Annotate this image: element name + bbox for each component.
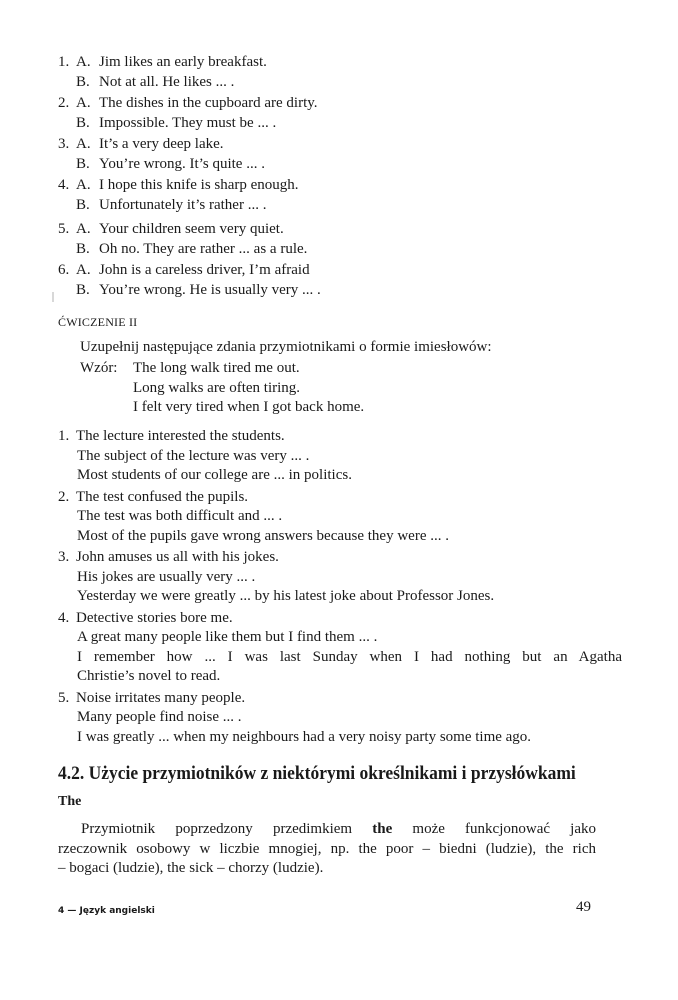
speaker-b: B. — [76, 155, 90, 172]
item-number: 2. — [58, 95, 70, 111]
speaker-a: A. — [76, 54, 91, 70]
dialogue-item — [58, 53, 618, 92]
exercise-prompt: Noise irritates many people. — [76, 689, 246, 706]
paragraph-text: może funkcjonować jako — [392, 821, 596, 837]
line-a: I hope this knife is sharp enough. — [99, 177, 299, 193]
exercise-line: The test was both difficult and ... . — [77, 508, 283, 524]
line-b: Impossible. They must be ... . — [99, 114, 277, 131]
exercise-item — [58, 609, 628, 687]
bold-term: the — [372, 821, 393, 837]
item-number: 4. — [58, 177, 70, 193]
exercise-line: Christie’s novel to read. — [77, 668, 221, 684]
speaker-a: A. — [76, 136, 91, 152]
speaker-a: A. — [76, 221, 91, 237]
paragraph-text: Przymiotnik poprzedzony przedimkiem — [81, 821, 373, 837]
page-number: 49 — [576, 899, 591, 915]
example-label: Wzór: — [80, 360, 118, 376]
item-number: 1. — [58, 54, 70, 70]
exercise-line: His jokes are usually very ... . — [77, 568, 256, 585]
line-a: Jim likes an early breakfast. — [99, 54, 267, 70]
subsection-heading: The — [58, 794, 82, 809]
line-a: It’s a very deep lake. — [99, 136, 224, 152]
line-b: Oh no. They are rather ... as a rule. — [99, 240, 308, 257]
exercise-line: I was greatly ... when my neighbours had a very noisy party some time ago. — [77, 728, 532, 745]
exercise-line: Most students of our college are ... in politics. — [77, 467, 352, 483]
exercise-title: ĆWICZENIE II — [58, 315, 138, 329]
exercise-line: Yesterday we were greatly ... by his latest joke about Professor Jones. — [77, 588, 495, 604]
speaker-b: B. — [76, 281, 90, 298]
item-number: 3. — [58, 549, 70, 565]
item-number: 2. — [58, 488, 70, 505]
speaker-a: A. — [76, 95, 91, 111]
exercise-item — [58, 548, 628, 607]
paragraph-line: – bogaci (ludzie), the sick – chorzy (ludzie). — [58, 860, 324, 876]
exercise-line: Many people find noise ... . — [77, 709, 242, 725]
item-number: 5. — [58, 689, 70, 706]
exercise-item — [58, 689, 628, 748]
speaker-b: B. — [76, 196, 90, 213]
dialogue-item — [58, 220, 618, 259]
exercise-instruction: Uzupełnij następujące zdania przymiotnikami o formie imiesłowów: — [80, 339, 492, 355]
section-heading: 4.2. Użycie przymiotników z niektórymi określnikami i przysłówkami — [58, 763, 576, 784]
exercise-line: I remember how ... I was last Sunday when I had nothing but an Agatha — [77, 648, 622, 665]
paragraph-line: rzeczownik osobowy w liczbie mnogiej, np. the poor – biedni (ludzie), the rich — [58, 840, 596, 857]
line-b: You’re wrong. It’s quite ... . — [99, 155, 265, 172]
dialogue-item — [58, 261, 618, 300]
dialogue-item — [58, 94, 618, 133]
exercise-line: Most of the pupils gave wrong answers because they were ... . — [77, 527, 449, 544]
speaker-b: B. — [76, 73, 90, 90]
exercise-prompt: Detective stories bore me. — [76, 609, 233, 626]
line-b: Unfortunately it’s rather ... . — [99, 196, 267, 213]
dialogue-list — [58, 53, 618, 302]
line-a: Your children seem very quiet. — [99, 221, 284, 237]
exercise-prompt: John amuses us all with his jokes. — [76, 549, 279, 565]
item-number: 3. — [58, 136, 70, 152]
exercise-item — [58, 488, 628, 547]
line-a: The dishes in the cupboard are dirty. — [99, 95, 318, 111]
exercise-prompt: The lecture interested the students. — [76, 428, 285, 444]
speaker-a: A. — [76, 262, 91, 278]
item-number: 4. — [58, 609, 70, 626]
speaker-b: B. — [76, 114, 90, 131]
body-paragraph — [58, 820, 596, 879]
example-line: I felt very tired when I got back home. — [133, 399, 365, 415]
exercise-list — [58, 427, 628, 749]
line-a: John is a careless driver, I’m afraid — [99, 262, 310, 278]
item-number: 1. — [58, 428, 70, 444]
paragraph-line — [58, 820, 596, 840]
speaker-a: A. — [76, 177, 91, 193]
exercise-line: A great many people like them but I find them ... . — [77, 629, 378, 645]
example-line: The long walk tired me out. — [133, 360, 300, 376]
margin-mark — [52, 292, 54, 302]
speaker-b: B. — [76, 240, 90, 257]
dialogue-item — [58, 176, 618, 215]
example-line: Long walks are often tiring. — [133, 379, 301, 396]
line-b: You’re wrong. He is usually very ... . — [99, 281, 321, 298]
exercise-line: The subject of the lecture was very ... . — [77, 447, 310, 464]
item-number: 6. — [58, 262, 70, 278]
exercise-prompt: The test confused the pupils. — [76, 488, 249, 505]
exercise-item — [58, 427, 628, 486]
footer-signature: 4 — Język angielski — [58, 906, 155, 916]
item-number: 5. — [58, 221, 70, 237]
dialogue-item — [58, 135, 618, 174]
example-block — [80, 359, 620, 418]
line-b: Not at all. He likes ... . — [99, 73, 235, 90]
